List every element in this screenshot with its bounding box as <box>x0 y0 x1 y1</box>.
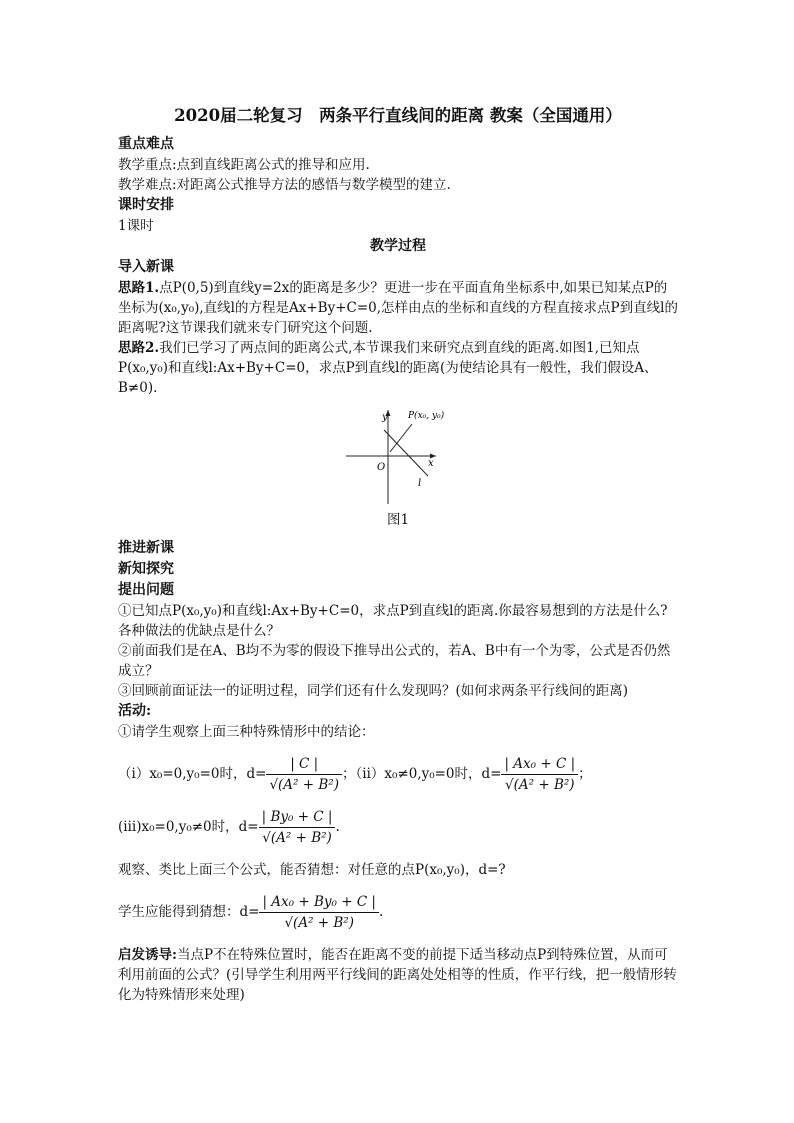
activity-1: ①请学生观察上面三种特殊情形中的结论： <box>118 724 375 740</box>
case1-label: （ⅰ）x₀=0,y₀=0时，d= <box>118 766 267 782</box>
idea1-label: 思路1. <box>118 280 160 296</box>
case1-fraction <box>266 754 342 795</box>
guide-paragraph <box>118 945 678 1005</box>
line-l <box>384 430 428 476</box>
guess-denominator: √(A² + B²) <box>284 915 354 931</box>
intro-heading: 导入新课 <box>118 259 174 275</box>
question-2: ②前面我们是在A、B均不为零的假设下推导出公式的，若A、B中有一个为零，公式是否仍然成立？ <box>118 643 671 679</box>
process-heading: 教学过程 <box>370 238 426 254</box>
page-title: 2020届二轮复习 两条平行直线间的距离 教案（全国通用） <box>174 106 622 125</box>
case2-label: ；（ⅱ）x₀≠0,y₀=0时，d= <box>341 766 502 782</box>
document-page <box>118 104 678 1005</box>
schedule-value: 1课时 <box>118 218 154 234</box>
case1-denominator: √(A² + B²) <box>269 777 339 793</box>
schedule-heading: 课时安排 <box>118 197 174 213</box>
explore-heading: 新知探究 <box>118 561 174 577</box>
l-label: l <box>418 478 422 489</box>
key-points-heading: 重点难点 <box>118 136 174 152</box>
idea2-label: 思路2. <box>118 340 160 356</box>
question-1: ①已知点P(x₀,y₀)和直线l:Ax+By+C=0，求点P到直线l的距离.你最容易想到的方法是什么?各种做法的优缺点是什么？ <box>118 603 668 639</box>
guess-numerator: | Ax₀ + By₀ + C | <box>259 892 379 913</box>
coordinate-diagram <box>346 404 456 508</box>
case3-numerator: | By₀ + C | <box>259 807 336 828</box>
x-label: x <box>428 458 434 469</box>
case3-label: (ⅲ)x₀=0,y₀≠0时，d= <box>118 819 259 835</box>
idea2-paragraph <box>118 338 678 398</box>
case3-denominator: √(A² + B²) <box>262 830 332 846</box>
figure-1 <box>118 404 678 504</box>
origin-label: O <box>377 462 386 473</box>
advance-heading: 推进新课 <box>118 540 174 556</box>
questions-heading: 提出问题 <box>118 582 174 598</box>
idea1-text: 点P(0,5)到直线y=2x的距离是多少？更进一步在平面直角坐标系中,如果已知某点P的坐标为(x₀,y₀),直线l的方程是Ax+By+C=0,怎样由点的坐标和直线的方程直接求点P到直线l的距离呢?这节课我们就来专门研究这个问题. <box>118 280 678 336</box>
observe-text: 观察、类比上面三个公式，能否猜想：对任意的点P(x₀,y₀)，d=? <box>118 862 506 878</box>
idea2-text: 我们已学习了两点间的距离公式,本节课我们来研究点到直线的距离.如图1,已知点P(x₀,y₀)和直线l:Ax+By+C=0，求点P到直线l的距离(为使结论具有一般性，我们假设A、B≠0). <box>118 340 658 396</box>
case2-fraction <box>501 754 578 795</box>
case3-fraction <box>259 807 336 848</box>
figure-caption: 图1 <box>386 512 410 528</box>
key-point-1: 教学重点:点到直线距离公式的推导和应用. <box>118 157 370 173</box>
case2-numerator: | Ax₀ + C | <box>501 754 578 775</box>
guess-fraction <box>259 892 379 933</box>
case2-denominator: √(A² + B²) <box>505 777 575 793</box>
guess-row: 学生应能得到猜想：d= $\frac{\text{| Ax₀ + By₀ + C |}}{\text{√(A² + B²)}}$ . <box>118 894 384 931</box>
guide-label: 启发诱导: <box>118 947 177 963</box>
guess-label: 学生应能得到猜想：d= <box>118 904 260 920</box>
activity-heading: 活动: <box>118 703 152 719</box>
guide-text: 当点P不在特殊位置时，能否在距离不变的前提下适当移动点P到特殊位置，从而可利用前面的公式？(引导学生利用两平行线间的距离处处相等的性质，作平行线，把一般情形转化为特殊情形来处理) <box>118 947 677 1003</box>
idea1-paragraph <box>118 278 678 338</box>
point-p-label: P(x₀, y₀) <box>408 411 445 421</box>
cases-row-2: (ⅲ)x₀=0,y₀≠0时，d= $\frac{\text{| By₀ + C |}}{\text{√(A² + B²)}}$ . <box>118 809 340 846</box>
y-label: y <box>382 412 388 423</box>
cases-row-1: （ⅰ）x₀=0,y₀=0时，d= $\frac{| C |}{\text{√(A² + B²)}}$ ；（ⅱ）x₀≠0,y₀=0时，d= $\frac{\text{| Ax₀ + C |}}{\text{√(A² + B²)}}$ ； <box>118 756 592 793</box>
question-3: ③回顾前面证法一的证明过程，同学们还有什么发现吗？(如何求两条平行线间的距离) <box>118 683 629 699</box>
key-point-2: 教学难点:对距离公式推导方法的感悟与数学模型的建立. <box>118 177 451 193</box>
case1-numerator: | C | <box>266 754 342 775</box>
